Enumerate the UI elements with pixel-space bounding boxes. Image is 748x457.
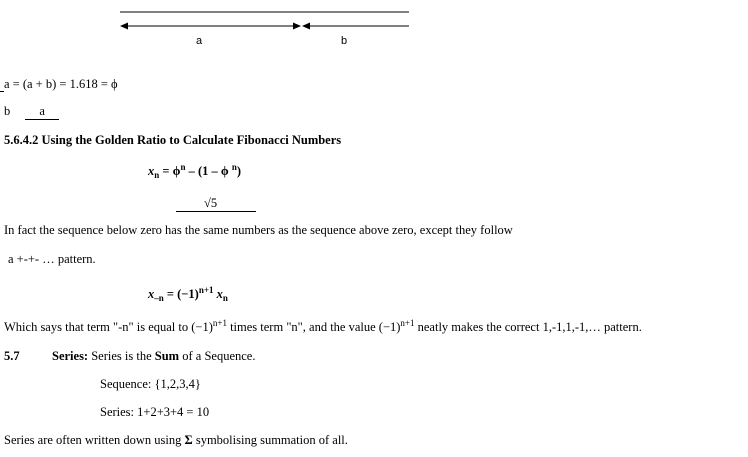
formula2-x2: x bbox=[213, 287, 223, 301]
arrowhead-left-b bbox=[302, 23, 310, 30]
segment-b-label: b bbox=[341, 35, 348, 47]
para3-sup1: n+1 bbox=[212, 318, 227, 328]
closing-b: symbolising summation of all. bbox=[192, 433, 348, 447]
paragraph-sequence-below-zero: In fact the sequence below zero has the same numbers as the sequence above zero, except they follow bbox=[4, 223, 513, 237]
para3-c: neatly makes the correct 1,-1,1,-1,… pattern. bbox=[414, 320, 642, 334]
ratio-text: a = (a + b) = 1.618 = ϕ bbox=[4, 77, 118, 91]
ratio-numerator-a: a bbox=[39, 104, 45, 118]
para3-b: times term "n", and the value (−1) bbox=[226, 320, 401, 334]
sqrt5: √5 bbox=[204, 196, 218, 210]
section-number: 5.7 bbox=[4, 349, 20, 363]
segment-a-label: a bbox=[196, 35, 203, 47]
section-text-b: of a Sequence. bbox=[179, 349, 256, 363]
formula-sup-n: n bbox=[180, 162, 186, 172]
arrowhead-right-a bbox=[293, 23, 301, 30]
formula-sup-n2: n bbox=[231, 162, 237, 172]
section-heading-57 bbox=[4, 349, 255, 364]
sequence-example: Sequence: {1,2,3,4} bbox=[100, 377, 201, 391]
paragraph-pattern: a +-+- … pattern. bbox=[8, 252, 96, 266]
closing-a: Series are often written down using bbox=[4, 433, 185, 447]
paragraph-series-sigma bbox=[4, 433, 348, 448]
ratio-denominator-b: b bbox=[4, 104, 11, 118]
formula2-x: x bbox=[148, 287, 155, 301]
formula-sub-n: n bbox=[154, 170, 160, 180]
formula-denominator bbox=[176, 196, 256, 212]
section-text-sum: Sum bbox=[154, 349, 180, 363]
formula-mid: – (1 – ϕ bbox=[185, 164, 232, 178]
formula2-sub2: n bbox=[222, 293, 228, 303]
paragraph-term-n bbox=[4, 320, 642, 335]
formula2-sub: –n bbox=[154, 293, 164, 303]
ratio-fraction-line bbox=[4, 104, 59, 120]
formula-close: ) bbox=[236, 164, 241, 178]
formula2-eq: = (−1) bbox=[163, 287, 199, 301]
arrowhead-left-a bbox=[120, 23, 128, 30]
negative-index-formula bbox=[148, 287, 228, 302]
series-example: Series: 1+2+3+4 = 10 bbox=[100, 405, 210, 419]
formula2-sup: n+1 bbox=[198, 285, 214, 295]
section-heading-5642: 5.6.4.2 Using the Golden Ratio to Calculate Fibonacci Numbers bbox=[4, 133, 342, 147]
ratio-fraction-bar bbox=[25, 104, 59, 120]
formula-eq: = ϕ bbox=[159, 164, 181, 178]
ratio-line bbox=[0, 77, 118, 92]
line-diagram bbox=[0, 0, 748, 60]
para3-sup2: n+1 bbox=[400, 318, 415, 328]
fibonacci-formula bbox=[148, 164, 241, 179]
sigma-symbol: Σ bbox=[184, 433, 193, 447]
formula-x: x bbox=[148, 164, 155, 178]
section-title: Series: bbox=[52, 349, 89, 363]
section-text-a: Series is the bbox=[88, 349, 155, 363]
para3-a: Which says that term "-n" is equal to (−1) bbox=[4, 320, 213, 334]
